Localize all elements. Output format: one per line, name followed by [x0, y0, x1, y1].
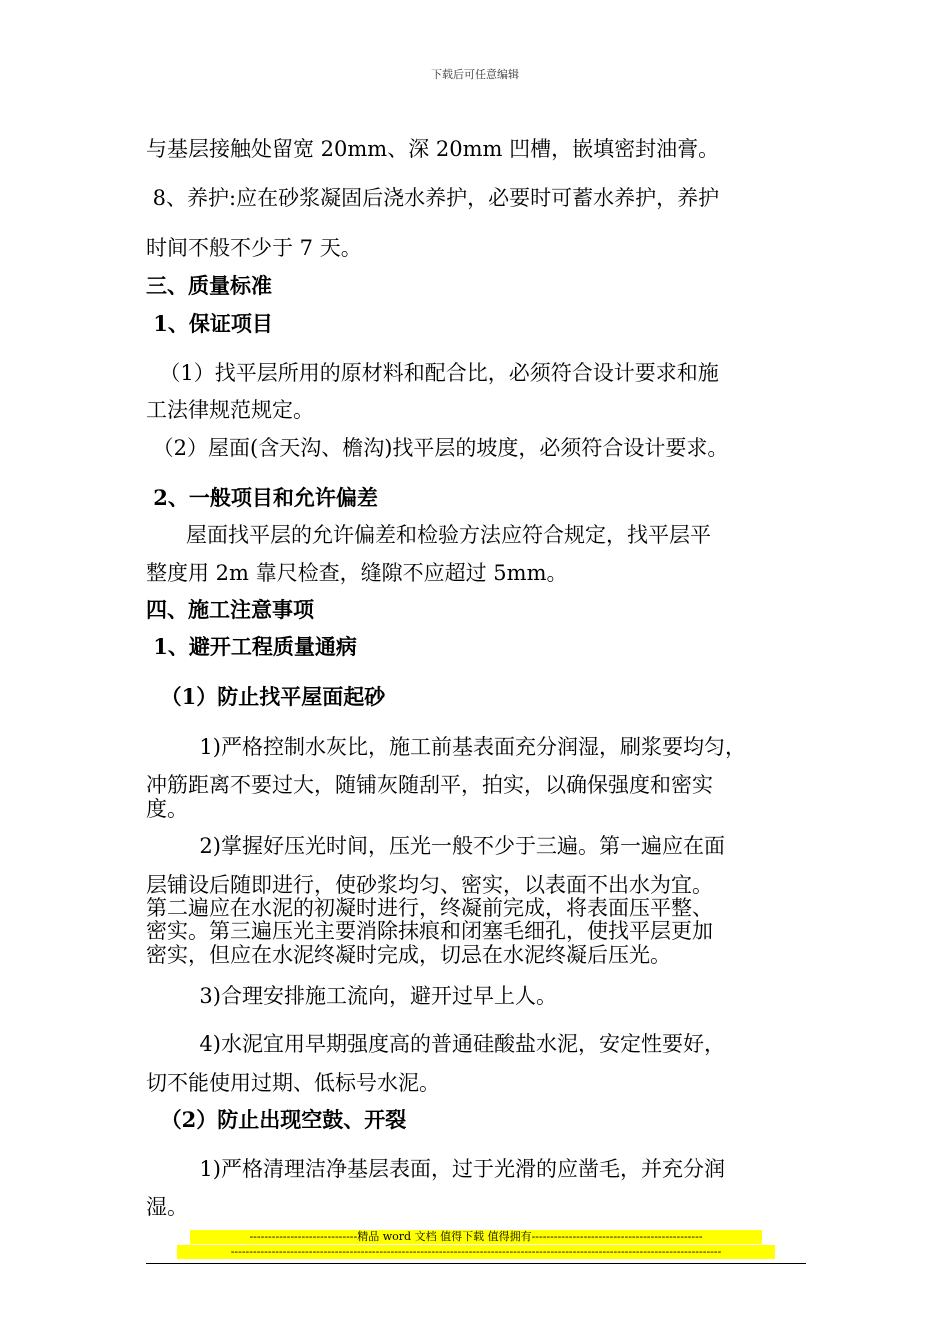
paragraph-line: 湿。 [146, 1195, 188, 1219]
subsection-heading: 1、避开工程质量通病 [146, 634, 357, 659]
paragraph-line: 1)严格控制水灰比，施工前基表面充分润湿，刷浆要均匀， [146, 735, 746, 759]
subsection-heading: （2）防止出现空鼓、开裂 [146, 1107, 407, 1132]
subsection-heading: 2、一般项目和允许偏差 [146, 485, 378, 510]
paragraph-line: 冲筋距离不要过大，随铺灰随刮平，拍实，以确保强度和密实 [146, 773, 713, 797]
paragraph-line: 层铺设后随即进行，使砂浆均匀、密实，以表面不出水为宜。 [146, 873, 713, 897]
paragraph-line: （1）找平层所用的原材料和配合比，必须符合设计要求和施 [146, 361, 719, 385]
paragraph-line: 度。 [146, 797, 188, 821]
subsection-heading: （1）防止找平屋面起砂 [146, 684, 386, 709]
paragraph-line: 密实，但应在水泥终凝时完成，切忌在水泥终凝后压光。 [146, 943, 671, 967]
paragraph-line: 切不能使用过期、低标号水泥。 [146, 1071, 440, 1095]
paragraph-line: 8、养护:应在砂浆凝固后浇水养护，必要时可蓄水养护，养护 [146, 186, 720, 210]
paragraph-line: 第二遍应在水泥的初凝时进行，终凝前完成，将表面压平整、 [146, 896, 713, 920]
section-heading: 四、施工注意事项 [146, 597, 314, 622]
footer-rule [146, 1263, 806, 1264]
paragraph-line: 整度用 2m 靠尺检查，缝隙不应超过 5mm。 [146, 561, 568, 585]
paragraph-line: 与基层接触处留宽 20mm、深 20mm 凹槽，嵌填密封油膏。 [146, 137, 720, 161]
page-header: 下载后可任意编辑 [431, 68, 519, 81]
paragraph-line: （2）屋面(含天沟、檐沟)找平层的坡度，必须符合设计要求。 [146, 436, 729, 460]
footer-banner-dashes: ------------------------------------------------------------------------------------------------------------------------------------ [177, 1245, 775, 1259]
footer-banner: -----------------------------精品 word 文档 值得下载 值得拥有---------------------------------------------- [190, 1230, 762, 1244]
paragraph-line: 工法律规范规定。 [146, 398, 314, 422]
paragraph-line: 时间不般不少于 7 天。 [146, 236, 362, 260]
paragraph-line: 屋面找平层的允许偏差和检验方法应符合规定，找平层平 [146, 523, 712, 547]
paragraph-line: 3)合理安排施工流向，避开过早上人。 [146, 984, 557, 1008]
paragraph-line: 密实。第三遍压光主要消除抹痕和闭塞毛细孔，使找平层更加 [146, 919, 713, 943]
subsection-heading: 1、保证项目 [146, 311, 273, 336]
paragraph-line: 4)水泥宜用早期强度高的普通硅酸盐水泥，安定性要好， [146, 1032, 725, 1056]
paragraph-line: 2)掌握好压光时间，压光一般不少于三遍。第一遍应在面 [146, 834, 725, 858]
section-heading: 三、质量标准 [146, 273, 272, 298]
paragraph-line: 1)严格清理洁净基层表面，过于光滑的应凿毛，并充分润 [146, 1157, 725, 1181]
